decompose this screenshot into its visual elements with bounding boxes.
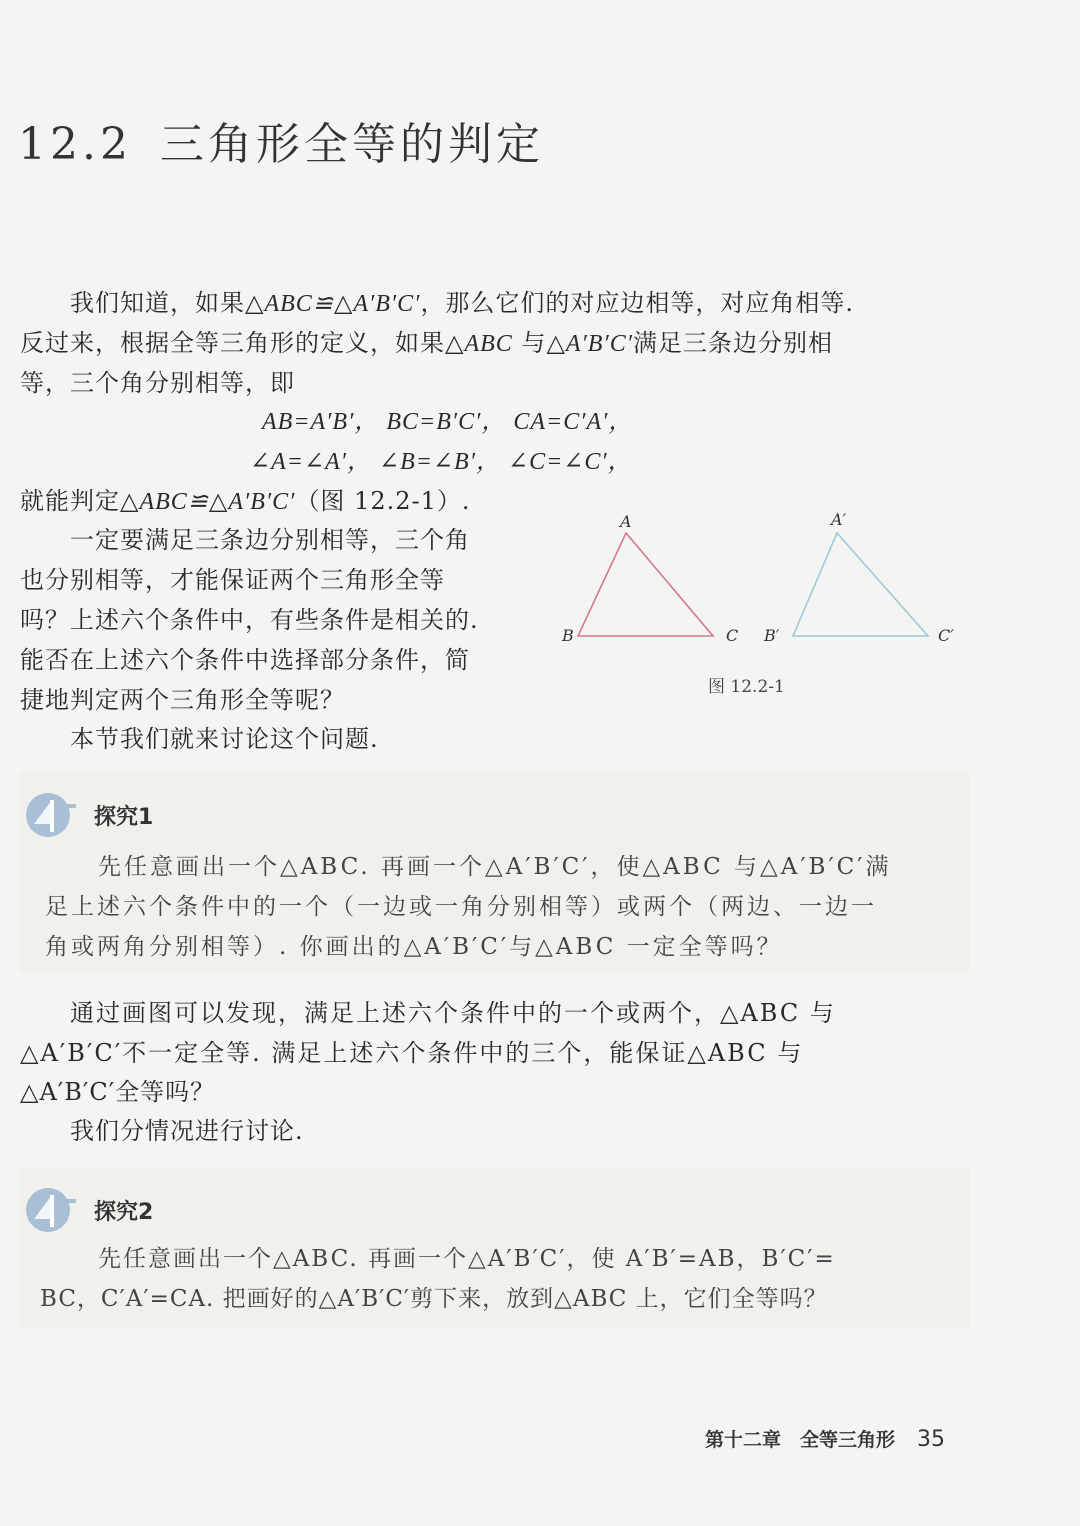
explore-icon [22, 790, 80, 840]
triangle-abc-prime [793, 533, 928, 636]
section-number: 12.2 [18, 119, 132, 170]
page-footer [705, 1425, 945, 1452]
discussion-line-3: △A′B′C′全等吗？ [20, 1078, 216, 1106]
intro-line-3: 等，三个角分别相等，即 [20, 369, 295, 397]
explore-1-line-3: 角或两角分别相等）. 你画出的△A′B′C′与△ABC 一定全等吗？ [45, 934, 783, 960]
explore-2-label: 探究2 [94, 1199, 154, 1225]
intro-line-1 [70, 283, 854, 318]
intro-text: 就能判定 [20, 487, 120, 515]
vertex-label-b: B [562, 626, 574, 645]
vertex-label-b-prime: B′ [764, 626, 780, 645]
explore-1-line-1: 先任意画出一个△ABC. 再画一个△A′B′C′，使△ABC 与△A′B′C′满 [98, 854, 892, 880]
section-title [18, 108, 544, 172]
question-line-6: 本节我们就来讨论这个问题. [70, 725, 379, 753]
intro-text: ，那么它们的对应边相等，对应角相等. [420, 289, 855, 317]
explore-icon [22, 1185, 80, 1235]
vertex-label-a: A [620, 512, 632, 531]
page-number: 35 [917, 1427, 946, 1452]
section-title-text: 三角形全等的判定 [159, 119, 544, 170]
vertex-label-c-prime: C′ [938, 626, 954, 645]
equation-sides: AB=A′B′， BC=B′C′， CA=C′A′， [262, 409, 634, 435]
question-line-2: 也分别相等，才能保证两个三角形全等 [20, 566, 445, 594]
equation-angles: ∠A=∠A′， ∠B=∠B′， ∠C=∠C′， [250, 449, 633, 475]
explore-1-header [22, 790, 153, 840]
discussion-line-4: 我们分情况进行讨论. [70, 1117, 304, 1145]
question-line-3: 吗？上述六个条件中，有些条件是相关的. [20, 606, 479, 634]
intro-text: 我们知道，如果 [70, 289, 245, 317]
intro-math: △ABC≌△A′B′C′ [245, 291, 421, 317]
question-line-1: 一定要满足三条边分别相等，三个角 [70, 526, 470, 554]
intro-text: （图 12.2-1）. [295, 487, 471, 515]
explore-1-line-2: 足上述六个条件中的一个（一边或一角分别相等）或两个（两边、一边一 [45, 894, 877, 920]
discussion-line-1: 通过画图可以发现，满足上述六个条件中的一个或两个，△ABC 与 [70, 999, 836, 1027]
question-line-4: 能否在上述六个条件中选择部分条件，简 [20, 646, 470, 674]
intro-math: △ABC [445, 331, 513, 357]
intro-text: 与 [512, 329, 547, 357]
explore-1-label: 探究1 [94, 804, 154, 830]
explore-2-line-1: 先任意画出一个△ABC. 再画一个△A′B′C′，使 A′B′=AB，B′C′= [98, 1246, 836, 1272]
explore-2-header [22, 1185, 153, 1235]
intro-line-2 [20, 323, 833, 358]
intro-text: 反过来，根据全等三角形的定义，如果 [20, 329, 445, 357]
intro-math: △A′B′C′ [546, 331, 633, 357]
discussion-line-2: △A′B′C′不一定全等. 满足上述六个条件中的三个，能保证△ABC 与 [20, 1039, 804, 1067]
triangle-abc [578, 533, 713, 636]
chapter-label: 第十二章 全等三角形 [705, 1429, 896, 1451]
vertex-label-a-prime: A′ [831, 510, 847, 529]
explore-2-line-2: BC，C′A′=CA. 把画好的△A′B′C′剪下来，放到△ABC 上，它们全等吗？ [40, 1286, 828, 1312]
vertex-label-c: C [726, 626, 739, 645]
intro-line-6 [20, 481, 471, 516]
question-line-5: 捷地判定两个三角形全等呢？ [20, 686, 345, 714]
intro-text: 满足三条边分别相 [632, 329, 833, 357]
figure-caption: 图 12.2-1 [708, 677, 785, 697]
intro-math: △ABC≌△A′B′C′ [120, 489, 296, 515]
